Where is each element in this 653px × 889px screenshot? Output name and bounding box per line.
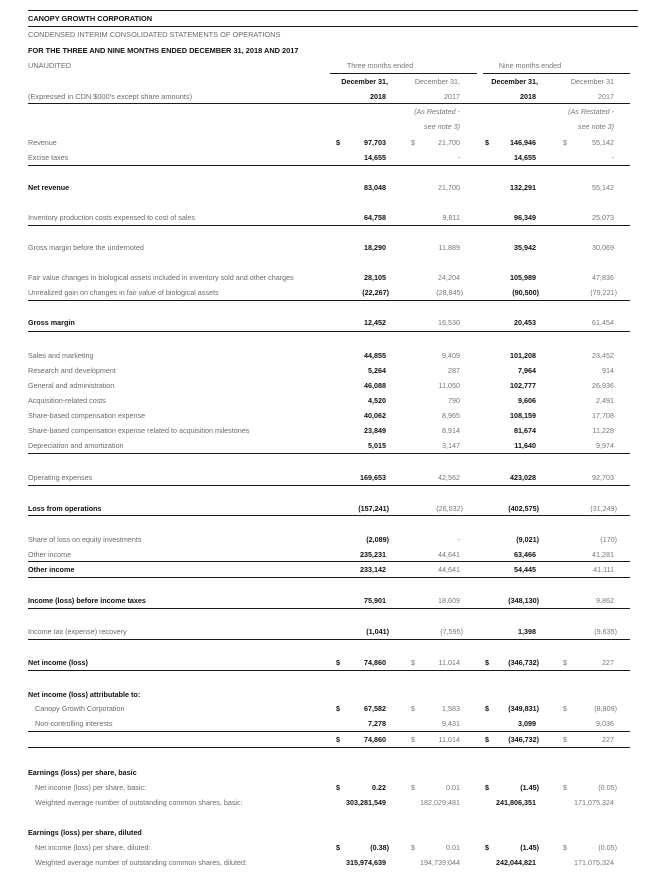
row-value: - — [611, 153, 614, 162]
row-value: 9,431 — [442, 719, 460, 728]
row-value: 11,889 — [438, 243, 460, 252]
col2-header-date: December 31, — [414, 77, 460, 86]
row-label: General and administration — [28, 381, 115, 390]
row-value: 18,290 — [364, 243, 386, 252]
currency-symbol: $ — [336, 138, 340, 147]
row-value: 18,609 — [438, 596, 460, 605]
row-value: (0.05) — [598, 843, 617, 852]
row-label: Net income (loss) — [28, 658, 88, 667]
row-value: 81,674 — [514, 426, 536, 435]
row-label: Share of loss on equity investments — [28, 535, 142, 544]
row-label: Revenue — [28, 138, 57, 147]
row-value: 8,914 — [442, 426, 460, 435]
row-value: 11,228 — [592, 426, 614, 435]
row-label: Net income (loss) per share, basic: — [35, 783, 147, 792]
row-rule — [28, 300, 630, 301]
row-label: Other income — [28, 565, 75, 574]
row-value: 11,640 — [514, 441, 536, 450]
row-value: 108,159 — [510, 411, 536, 420]
col2-restated-note: (As Restated - — [414, 107, 460, 116]
row-label: Depreciation and amortization — [28, 441, 124, 450]
row-value: 75,901 — [364, 596, 386, 605]
row-value: 233,142 — [360, 565, 386, 574]
row-value: 14,655 — [364, 153, 386, 162]
row-rule — [28, 670, 630, 671]
row-value: 61,454 — [592, 318, 614, 327]
col2-header-year: 2017 — [444, 92, 460, 101]
row-label: Sales and marketing — [28, 351, 94, 360]
row-value: 26,936 — [592, 381, 614, 390]
row-value: 42,562 — [438, 473, 460, 482]
currency-symbol: $ — [563, 704, 567, 713]
currency-symbol: $ — [336, 783, 340, 792]
row-value: 790 — [448, 396, 460, 405]
row-value: (90,500) — [512, 288, 539, 297]
row-value: (346,732) — [508, 658, 539, 667]
row-value: 11,014 — [438, 735, 460, 744]
row-label: Income (loss) before income taxes — [28, 596, 146, 605]
row-label: Net income (loss) attributable to: — [28, 690, 141, 699]
row-value: 105,989 — [510, 273, 536, 282]
row-value: 1,398 — [518, 627, 536, 636]
row-value: 171,075,324 — [574, 858, 614, 867]
row-rule — [28, 485, 630, 486]
row-value: (0.05) — [598, 783, 617, 792]
row-rule — [28, 165, 630, 166]
row-value: 24,204 — [438, 273, 460, 282]
row-value: 23,452 — [592, 351, 614, 360]
row-value: (348,130) — [508, 596, 539, 605]
currency-symbol: $ — [485, 704, 489, 713]
col4-see-note: see note 3) — [578, 122, 614, 131]
row-label: Earnings (loss) per share, basic — [28, 768, 137, 777]
col4-restated-note: (As Restated - — [568, 107, 614, 116]
row-label: Canopy Growth Corporation — [35, 704, 125, 713]
row-value: 2,491 — [596, 396, 614, 405]
row-rule — [28, 453, 630, 454]
row-value: 101,208 — [510, 351, 536, 360]
row-value: 9,606 — [518, 396, 536, 405]
row-value: 182,029,481 — [420, 798, 460, 807]
row-value: 64,758 — [364, 213, 386, 222]
row-value: 47,836 — [592, 273, 614, 282]
row-label: Share-based compensation expense — [28, 411, 146, 420]
row-rule — [28, 577, 630, 578]
group2-rule — [483, 73, 630, 74]
row-value: 11,014 — [438, 658, 460, 667]
statement-period: FOR THE THREE AND NINE MONTHS ENDED DECEMBER 31, 2018 AND 2017 — [28, 46, 299, 55]
row-value: (1.45) — [520, 783, 539, 792]
row-label: Other income — [28, 550, 72, 559]
currency-symbol: $ — [563, 735, 567, 744]
col3-header-date: December 31, — [491, 77, 538, 86]
row-label: Acquisition-related costs — [28, 396, 106, 405]
company-name: CANOPY GROWTH CORPORATION — [28, 14, 153, 23]
row-value: (79,221) — [590, 288, 617, 297]
row-label: Gross margin — [28, 318, 75, 327]
row-value: 169,653 — [360, 473, 386, 482]
row-value: 92,703 — [592, 473, 614, 482]
row-rule — [28, 331, 630, 332]
row-rule — [28, 515, 630, 516]
row-value: 16,530 — [438, 318, 460, 327]
row-label: Gross margin before the undernoted — [28, 243, 144, 252]
row-value: (170) — [600, 535, 617, 544]
row-value: (2,089) — [366, 535, 389, 544]
row-value: 8,965 — [442, 411, 460, 420]
row-value: (402,575) — [508, 504, 539, 513]
row-label: Excise taxes — [28, 153, 69, 162]
header-rule — [28, 103, 630, 104]
currency-symbol: $ — [563, 658, 567, 667]
row-value: 74,860 — [364, 658, 386, 667]
row-value: 9,409 — [442, 351, 460, 360]
row-value: 146,946 — [510, 138, 536, 147]
group1-rule — [330, 73, 477, 74]
currency-symbol: $ — [336, 843, 340, 852]
company-rule — [28, 26, 638, 27]
currency-symbol: $ — [485, 843, 489, 852]
row-value: 63,466 — [514, 550, 536, 559]
row-value: 102,777 — [510, 381, 536, 390]
row-value: 23,849 — [364, 426, 386, 435]
currency-symbol: $ — [485, 783, 489, 792]
col3-header-year: 2018 — [520, 92, 536, 101]
row-value: - — [457, 153, 460, 162]
row-value: 4,520 — [368, 396, 386, 405]
row-rule — [28, 608, 630, 609]
currency-symbol: $ — [563, 783, 567, 792]
row-value: (1,041) — [366, 627, 389, 636]
row-value: 9,811 — [442, 213, 460, 222]
row-value: 55,142 — [592, 138, 614, 147]
currency-symbol: $ — [336, 658, 340, 667]
row-value: 21,700 — [438, 183, 460, 192]
row-value: 9,862 — [596, 596, 614, 605]
row-label: Earnings (loss) per share, diluted — [28, 828, 142, 837]
row-value: 55,142 — [592, 183, 614, 192]
row-value: 5,264 — [368, 366, 386, 375]
currency-symbol: $ — [563, 138, 567, 147]
row-value: 303,281,549 — [346, 798, 386, 807]
row-value: 194,739,044 — [420, 858, 460, 867]
row-value: 9,036 — [596, 719, 614, 728]
col1-header-date: December 31, — [341, 77, 388, 86]
row-value: 315,974,639 — [346, 858, 386, 867]
row-value: 9,974 — [596, 441, 614, 450]
currency-symbol: $ — [336, 704, 340, 713]
row-value: 0.01 — [446, 783, 460, 792]
top-rule — [28, 10, 638, 11]
row-label: Non-controlling interests — [35, 719, 113, 728]
row-value: 74,860 — [364, 735, 386, 744]
row-value: 7,964 — [518, 366, 536, 375]
row-value: (157,241) — [358, 504, 389, 513]
group-nine-months: Nine months ended — [498, 61, 562, 70]
row-value: (9,635) — [594, 627, 617, 636]
row-value: (26,032) — [436, 504, 463, 513]
row-label: Net revenue — [28, 183, 70, 192]
row-value: 914 — [602, 366, 614, 375]
row-value: 12,452 — [364, 318, 386, 327]
col1-header-year: 2018 — [370, 92, 386, 101]
col4-header-date: December 31 — [570, 77, 614, 86]
row-value: 35,942 — [514, 243, 536, 252]
row-value: - — [457, 535, 460, 544]
currency-symbol: $ — [411, 843, 415, 852]
row-value: (349,831) — [508, 704, 539, 713]
row-value: 40,062 — [364, 411, 386, 420]
row-value: 44,641 — [438, 565, 460, 574]
row-value: 0.01 — [446, 843, 460, 852]
row-rule — [28, 225, 630, 226]
audit-status: UNAUDITED — [28, 61, 72, 70]
row-value: (22,267) — [362, 288, 389, 297]
row-label: Income tax (expense) recovery — [28, 627, 127, 636]
row-value: 41,111 — [593, 565, 614, 574]
currency-symbol: $ — [563, 843, 567, 852]
row-value: 7,278 — [368, 719, 386, 728]
statement-title: CONDENSED INTERIM CONSOLIDATED STATEMENTS OF OPERATIONS — [28, 30, 281, 39]
row-value: (7,595) — [440, 627, 463, 636]
row-value: 287 — [448, 366, 460, 375]
currency-symbol: $ — [485, 138, 489, 147]
row-value: 46,088 — [364, 381, 386, 390]
currency-symbol: $ — [411, 658, 415, 667]
row-value: 11,050 — [438, 381, 460, 390]
row-value: 54,445 — [514, 565, 536, 574]
currency-symbol: $ — [411, 138, 415, 147]
row-value: 21,700 — [438, 138, 460, 147]
row-rule — [28, 747, 630, 748]
row-value: (9,021) — [516, 535, 539, 544]
row-value: 132,291 — [510, 183, 536, 192]
row-value: (346,732) — [508, 735, 539, 744]
col4-header-year: 2017 — [598, 92, 614, 101]
row-value: (8,809) — [594, 704, 617, 713]
row-value: 227 — [602, 658, 614, 667]
row-label: Research and development — [28, 366, 116, 375]
currency-symbol: $ — [336, 735, 340, 744]
row-value: 96,349 — [514, 213, 536, 222]
currency-symbol: $ — [411, 735, 415, 744]
row-value: 30,069 — [592, 243, 614, 252]
row-value: 44,855 — [364, 351, 386, 360]
row-rule — [28, 639, 630, 640]
row-value: (0.38) — [370, 843, 389, 852]
row-value: 235,231 — [360, 550, 386, 559]
row-value: 97,703 — [364, 138, 386, 147]
row-value: (31,249) — [590, 504, 617, 513]
row-value: 20,453 — [514, 318, 536, 327]
row-label: Weighted average number of outstanding common shares, basic: — [35, 798, 243, 807]
row-value: (1.45) — [520, 843, 539, 852]
row-value: 25,073 — [592, 213, 614, 222]
row-value: 83,048 — [364, 183, 386, 192]
currency-symbol: $ — [485, 735, 489, 744]
row-label: Operating expenses — [28, 473, 93, 482]
row-value: 5,015 — [368, 441, 386, 450]
row-value: 0.22 — [372, 783, 386, 792]
row-value: (28,845) — [436, 288, 463, 297]
row-label: Weighted average number of outstanding common shares, diluted: — [35, 858, 248, 867]
row-label: Unrealized gain on changes in fair value of biological assets — [28, 288, 219, 297]
row-value: 3,147 — [442, 441, 460, 450]
row-label: Net income (loss) per share, diluted: — [35, 843, 151, 852]
row-value: 242,044,821 — [496, 858, 536, 867]
row-value: 171,075,324 — [574, 798, 614, 807]
row-value: 17,708 — [592, 411, 614, 420]
currency-symbol: $ — [411, 783, 415, 792]
row-label: Inventory production costs expensed to cost of sales — [28, 213, 196, 222]
row-rule — [28, 561, 630, 562]
currency-symbol: $ — [411, 704, 415, 713]
row-value: 3,099 — [518, 719, 536, 728]
row-label: Fair value changes in biological assets included in inventory sold and other charges — [28, 273, 294, 282]
row-value: 67,582 — [364, 704, 386, 713]
row-value: 14,655 — [514, 153, 536, 162]
group-three-months: Three months ended — [346, 61, 414, 70]
row-value: 44,641 — [438, 550, 460, 559]
row-value: 28,105 — [364, 273, 386, 282]
units-note: (Expressed in CDN $000's except share amounts) — [28, 92, 193, 101]
row-rule — [28, 731, 630, 732]
row-value: 227 — [602, 735, 614, 744]
currency-symbol: $ — [485, 658, 489, 667]
col2-see-note: see note 3) — [424, 122, 460, 131]
row-value: 241,806,351 — [496, 798, 536, 807]
row-value: 1,583 — [442, 704, 460, 713]
row-value: 423,028 — [510, 473, 536, 482]
row-value: 41,281 — [592, 550, 614, 559]
row-label: Loss from operations — [28, 504, 102, 513]
row-label: Share-based compensation expense related to acquisition milestones — [28, 426, 250, 435]
